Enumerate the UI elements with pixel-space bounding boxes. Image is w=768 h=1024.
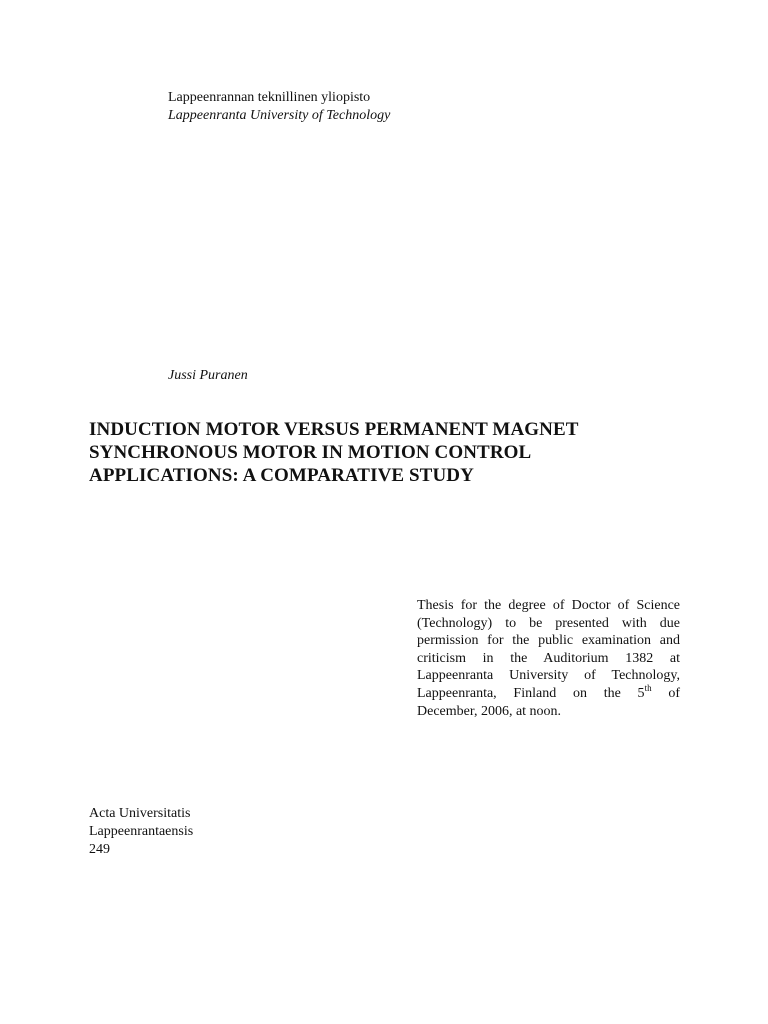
- thesis-statement-line-2: (Technology) to be presented with due: [417, 615, 680, 631]
- thesis-title-line-1: INDUCTION MOTOR VERSUS PERMANENT MAGNET: [89, 419, 579, 440]
- thesis-title: [89, 418, 689, 487]
- series-number: 249: [89, 842, 110, 857]
- publication-series: [89, 805, 193, 859]
- thesis-statement-line-6: [417, 682, 680, 703]
- ordinal-suffix: th: [644, 682, 652, 693]
- thesis-statement-line-3: permission for the public examination and: [417, 633, 680, 649]
- university-block: [168, 89, 390, 125]
- thesis-title-line-3: APPLICATIONS: A COMPARATIVE STUDY: [89, 465, 474, 486]
- thesis-date-of: of: [668, 685, 680, 701]
- thesis-statement-line-1: Thesis for the degree of Doctor of Science: [417, 598, 680, 613]
- series-name-line-2: Lappeenrantaensis: [89, 824, 194, 839]
- thesis-statement-line-5: Lappeenranta University of Technology,: [417, 668, 680, 684]
- thesis-statement: [417, 597, 680, 720]
- university-name-finnish: Lappeenrannan teknillinen yliopisto: [168, 90, 371, 105]
- thesis-statement-line-7: December, 2006, at noon.: [417, 703, 562, 719]
- thesis-title-line-2: SYNCHRONOUS MOTOR IN MOTION CONTROL: [89, 442, 532, 463]
- thesis-statement-line-4: criticism in the Auditorium 1382 at: [417, 650, 680, 666]
- university-name-english: Lappeenranta University of Technology: [168, 108, 391, 123]
- author-name: Jussi Puranen: [168, 368, 248, 383]
- thesis-date-text: Lappeenranta, Finland on the 5: [417, 685, 645, 701]
- series-name-line-1: Acta Universitatis: [89, 806, 191, 821]
